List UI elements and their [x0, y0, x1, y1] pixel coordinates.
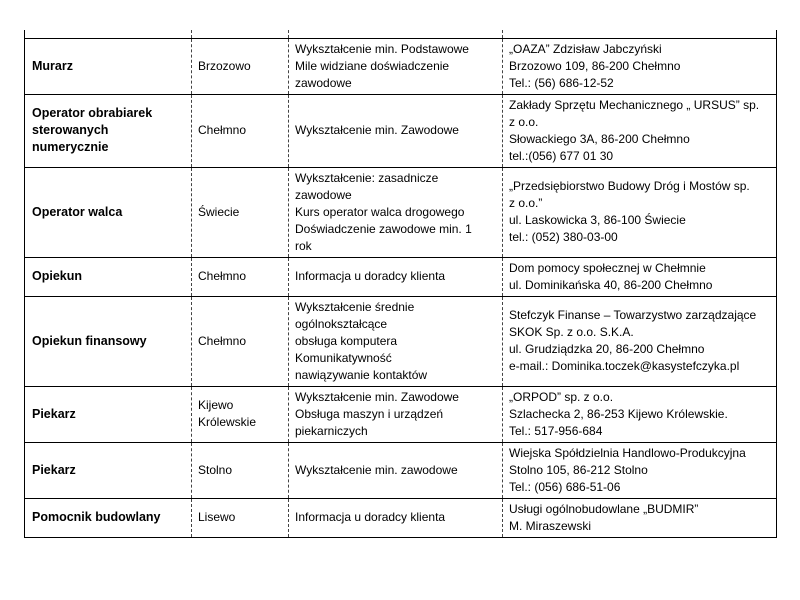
employer-cell — [503, 167, 777, 257]
requirements-line: nawiązywanie kontaktów — [295, 367, 428, 382]
table-row — [25, 498, 777, 537]
location-cell — [192, 442, 289, 498]
requirements-line: Wykształcenie min. Podstawowe — [295, 41, 469, 56]
job-title-cell — [25, 38, 192, 94]
top-edge-cell-1 — [25, 30, 192, 38]
employer-cell — [503, 442, 777, 498]
requirements-cell — [289, 167, 503, 257]
requirements-line: rok — [295, 238, 312, 253]
table-row — [25, 442, 777, 498]
job-offers-body — [25, 30, 777, 537]
location-line: Chełmno — [198, 269, 247, 283]
table-row — [25, 257, 777, 296]
requirements-cell — [289, 442, 503, 498]
location-line: Stolno — [198, 462, 233, 477]
requirements-line: Wykształcenie min. Zawodowe — [295, 123, 459, 137]
requirements-cell — [289, 94, 503, 167]
employer-cell — [503, 386, 777, 442]
employer-line: Tel.: 517-956-684 — [509, 423, 603, 438]
job-title-line: sterowanych — [32, 123, 109, 137]
location-line: Brzozowo — [198, 58, 251, 73]
requirements-cell — [289, 257, 503, 296]
requirements-line: Komunikatywność — [295, 350, 392, 365]
employer-line: Stefczyk Finanse – Towarzystwo zarządzające — [509, 308, 757, 322]
employer-line: Szlachecka 2, 86-253 Kijewo Królewskie. — [509, 406, 728, 421]
location-line: Chełmno — [198, 333, 247, 348]
location-cell — [192, 296, 289, 386]
requirements-line: piekarniczych — [295, 423, 368, 438]
job-offers-table-wrapper — [24, 30, 776, 538]
employer-line: z o.o.” — [509, 196, 543, 210]
job-title-line: Murarz — [32, 58, 73, 73]
employer-cell — [503, 94, 777, 167]
employer-line: ul. Laskowicka 3, 86-100 Świecie — [509, 213, 686, 227]
employer-cell — [503, 296, 777, 386]
job-title-cell — [25, 386, 192, 442]
top-edge-cell-4 — [503, 30, 777, 38]
employer-line: Brzozowo 109, 86-200 Chełmno — [509, 58, 681, 73]
requirements-cell — [289, 38, 503, 94]
employer-line: Zakłady Sprzętu Mechanicznego „ URSUS” sp. — [509, 97, 760, 112]
job-title-cell — [25, 442, 192, 498]
job-offers-table — [24, 30, 777, 538]
location-line: Świecie — [198, 204, 240, 219]
employer-line: „ORPOD” sp. z o.o. — [509, 389, 614, 404]
employer-line: tel.: (052) 380-03-00 — [509, 230, 618, 244]
employer-line: e-mail.: Dominika.toczek@kasystefczyka.pl — [509, 359, 740, 373]
location-cell — [192, 38, 289, 94]
requirements-cell — [289, 498, 503, 537]
location-cell — [192, 94, 289, 167]
employer-line: „OAZA” Zdzisław Jabczyński — [509, 41, 662, 56]
employer-line: Usługi ogólnobudowlane „BUDMIR” — [509, 501, 699, 516]
employer-line: Tel.: (056) 686-51-06 — [509, 479, 621, 494]
location-line: Lisewo — [198, 510, 236, 524]
table-row — [25, 296, 777, 386]
requirements-line: Doświadczenie zawodowe min. 1 — [295, 221, 472, 236]
requirements-line: Kurs operator walca drogowego — [295, 204, 465, 219]
requirements-line: zawodowe — [295, 75, 352, 90]
top-edge-cell-3 — [289, 30, 503, 38]
employer-cell — [503, 498, 777, 537]
job-title-line: Piekarz — [32, 406, 76, 421]
table-top-edge — [25, 30, 777, 38]
table-row — [25, 167, 777, 257]
table-row — [25, 94, 777, 167]
employer-line: M. Miraszewski — [509, 518, 592, 533]
employer-line: Stolno 105, 86-212 Stolno — [509, 462, 648, 477]
requirements-line: Wykształcenie: zasadnicze — [295, 170, 439, 185]
employer-cell — [503, 38, 777, 94]
location-line: Królewskie — [198, 415, 257, 429]
job-title-cell — [25, 167, 192, 257]
employer-line: Słowackiego 3A, 86-200 Chełmno — [509, 131, 690, 146]
requirements-line: Obsługa maszyn i urządzeń — [295, 406, 444, 421]
job-title-cell — [25, 94, 192, 167]
job-title-line: Pomocnik budowlany — [32, 510, 161, 524]
job-title-cell — [25, 257, 192, 296]
employer-line: Tel.: (56) 686-12-52 — [509, 75, 614, 90]
requirements-line: Wykształcenie średnie — [295, 299, 415, 314]
employer-line: z o.o. — [509, 114, 539, 129]
location-cell — [192, 257, 289, 296]
employer-cell — [503, 257, 777, 296]
requirements-line: Wykształcenie min. zawodowe — [295, 462, 458, 477]
employer-line: tel.:(056) 677 01 30 — [509, 148, 614, 163]
requirements-cell — [289, 386, 503, 442]
location-line: Kijewo — [198, 398, 234, 412]
employer-line: ul. Dominikańska 40, 86-200 Chełmno — [509, 277, 713, 292]
requirements-cell — [289, 296, 503, 386]
requirements-line: Informacja u doradcy klienta — [295, 269, 446, 283]
employer-line: Wiejska Spółdzielnia Handlowo-Produkcyjna — [509, 445, 746, 460]
employer-line: „Przedsiębiorstwo Budowy Dróg i Mostów sp. — [509, 179, 750, 193]
job-title-line: Piekarz — [32, 462, 76, 477]
location-cell — [192, 167, 289, 257]
requirements-line: Informacja u doradcy klienta — [295, 510, 446, 524]
location-cell — [192, 386, 289, 442]
job-title-line: Operator walca — [32, 204, 123, 219]
job-title-line: Opiekun finansowy — [32, 333, 147, 348]
employer-line: ul. Grudziądzka 20, 86-200 Chełmno — [509, 342, 705, 356]
job-title-line: Operator obrabiarek — [32, 106, 153, 120]
requirements-line: zawodowe — [295, 187, 352, 202]
employer-line: SKOK Sp. z o.o. S.K.A. — [509, 325, 634, 339]
job-title-cell — [25, 296, 192, 386]
job-title-line: numerycznie — [32, 140, 109, 154]
job-title-cell — [25, 498, 192, 537]
requirements-line: Wykształcenie min. Zawodowe — [295, 389, 459, 404]
requirements-line: ogólnokształcące — [295, 316, 388, 331]
location-line: Chełmno — [198, 123, 247, 137]
location-cell — [192, 498, 289, 537]
requirements-line: obsługa komputera — [295, 333, 398, 348]
job-title-line: Opiekun — [32, 269, 83, 283]
table-row — [25, 38, 777, 94]
table-row — [25, 386, 777, 442]
requirements-line: Mile widziane doświadczenie — [295, 58, 450, 73]
employer-line: Dom pomocy społecznej w Chełmnie — [509, 260, 706, 275]
top-edge-cell-2 — [192, 30, 289, 38]
